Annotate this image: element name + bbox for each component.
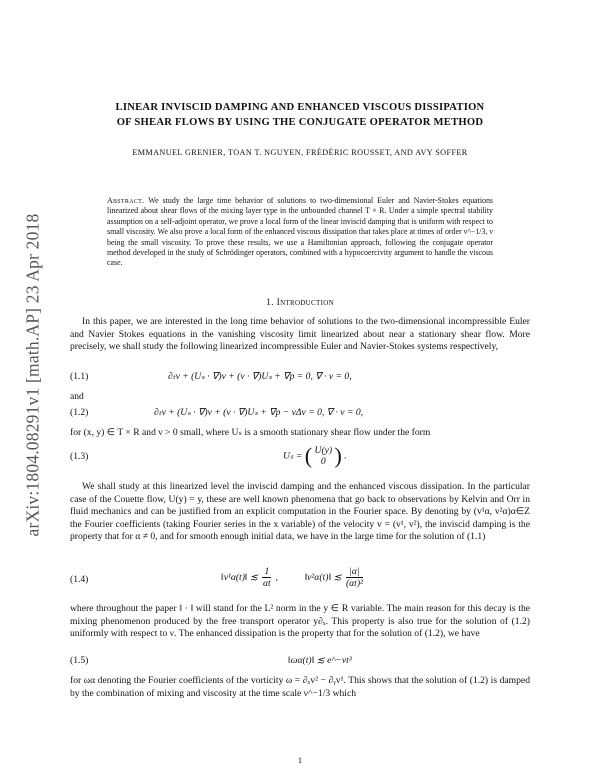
- column-vector: [305, 443, 342, 469]
- denominator: αt: [263, 578, 271, 589]
- numerator: |α|: [346, 566, 363, 578]
- section-heading: 1. Introduction: [266, 297, 334, 308]
- paper-title: [60, 100, 540, 130]
- intro-paragraph-1: In this paper, we are interested in the long time behavior of solutions to the two-dimensional incompressible Euler and Navier Stokes equations in the vanishing viscosity limit linearized about near a stationary shear flow. More precisely, we shall study the following linearized incompressible Euler and Navier-Stokes systems respectively,: [70, 316, 530, 353]
- vector-top: U(y): [314, 445, 333, 456]
- intro-paragraph-5: for ωα denoting the Fourier coefficients of the vorticity ω = ∂ₓv² − ∂ᵧv¹. This shows that the solution of (1.2) is damped by the combination of mixing and viscosity at the time scale ν^−1/3 which: [70, 675, 530, 699]
- intro-paragraph-3: We shall study at this linearized level the inviscid damping and the enhanced viscous dissipation. In the particular case of the Couette flow, U(y) = y, these are well known phenomena that go back to observations by Kelvin and Orr in fluid mechanics and can be justified from an explicit computation in the Fourier space. By denoting by (v¹α, v²α)α∈Z the Fourier coefficients (taking Fourier series in the x variable) of the velocity v = (v¹, v²), the inviscid damping is the property that for α ≠ 0, and for smooth enough initial data, we have in the large time for the solution of (1.1): [70, 481, 530, 543]
- equation-1-5: [70, 655, 530, 671]
- eq4-separator: ,: [275, 572, 279, 583]
- equation-body: [221, 566, 365, 589]
- connector-text: and: [70, 391, 84, 402]
- abstract: [107, 196, 493, 269]
- abstract-text: We study the large time behavior of solutions to two-dimensional Euler and Navier-Stokes equations linearized about shear flows of the mixing layer type in the unbounded channel T × R. Under a simple spectral stability assumption on a self-adjoint operator, we prove a local form of the linear inviscid damping that is uniform with respect to small viscosity. We also prove a local form of the enhanced viscous dissipation that takes place at times of order ν^−1/3, ν being the small viscosity. To prove these results, we use a Hamiltonian approach, following the conjugate operator method developed in the study of Schrödinger operators, combined with a hypocoercivity argument to handle the viscous case.: [107, 196, 493, 268]
- equation-number[interactable]: (1.1): [70, 371, 89, 382]
- intro-paragraph-4: where throughout the paper ‖ · ‖ will stand for the L² norm in the y ∈ R variable. The main reason for this decay is the mixing phenomenon produced by the free transport operator y∂ₓ. This property is also true for the solution of (1.2) uniformly with respect to ν. The enhanced dissipation is the property that for the solution of (1.2), we have: [70, 603, 530, 640]
- equation-1-1: [70, 371, 530, 387]
- equation-number[interactable]: (1.2): [70, 407, 89, 418]
- equation-1-3: [70, 443, 530, 471]
- equation-body: ∂ₜv + (Uₛ · ∇)v + (v · ∇)Uₛ + ∇p − νΔv = 0, ∇ · v = 0,: [154, 407, 364, 418]
- equation-number[interactable]: (1.3): [70, 451, 89, 462]
- page-number: 1: [297, 755, 303, 765]
- title-line-2: OF SHEAR FLOWS BY USING THE CONJUGATE OPERATOR METHOD: [116, 117, 484, 128]
- equation-body: ‖ωα(t)‖ ≲ e^−νt³: [288, 655, 352, 666]
- title-line-1: LINEAR INVISCID DAMPING AND ENHANCED VISCOUS DISSIPATION: [115, 102, 485, 113]
- equation-1-4: [70, 566, 530, 594]
- fraction: [262, 566, 271, 589]
- left-paren: (: [304, 443, 313, 468]
- author-list: EMMANUEL GRENIER, TOAN T. NGUYEN, FRÉDÉRIC ROUSSET, AND AVY SOFFER: [132, 148, 468, 157]
- fraction: [346, 566, 363, 589]
- equation-end: .: [344, 450, 347, 462]
- equation-body: [283, 443, 347, 469]
- equation-number[interactable]: (1.5): [70, 655, 89, 666]
- eq4-first-lhs: ‖v¹α(t)‖ ≲: [221, 572, 259, 583]
- equation-body: ∂ₜv + (Uₛ · ∇)v + (v · ∇)Uₛ + ∇p = 0, ∇ · v = 0,: [168, 371, 352, 382]
- intro-paragraph-2: for (x, y) ∈ T × R and ν > 0 small, where Uₛ is a smooth stationary shear flow under the form: [70, 427, 431, 438]
- abstract-label: Abstract.: [107, 196, 145, 205]
- arxiv-identifier[interactable]: arXiv:1804.08291v1 [math.AP] 23 Apr 2018: [22, 213, 43, 537]
- vector-bottom: 0: [320, 456, 326, 467]
- numerator: 1: [264, 566, 270, 577]
- eq4-second-lhs: ‖v²α(t)‖ ≲: [304, 572, 342, 583]
- equation-number[interactable]: (1.4): [70, 574, 89, 585]
- vector-column: [315, 445, 333, 467]
- equation-lhs: Uₛ =: [283, 450, 303, 462]
- equation-1-2: [70, 407, 530, 423]
- right-paren: ): [334, 443, 342, 468]
- denominator: (αt)²: [345, 578, 363, 589]
- arxiv-sidebar: [20, 175, 46, 575]
